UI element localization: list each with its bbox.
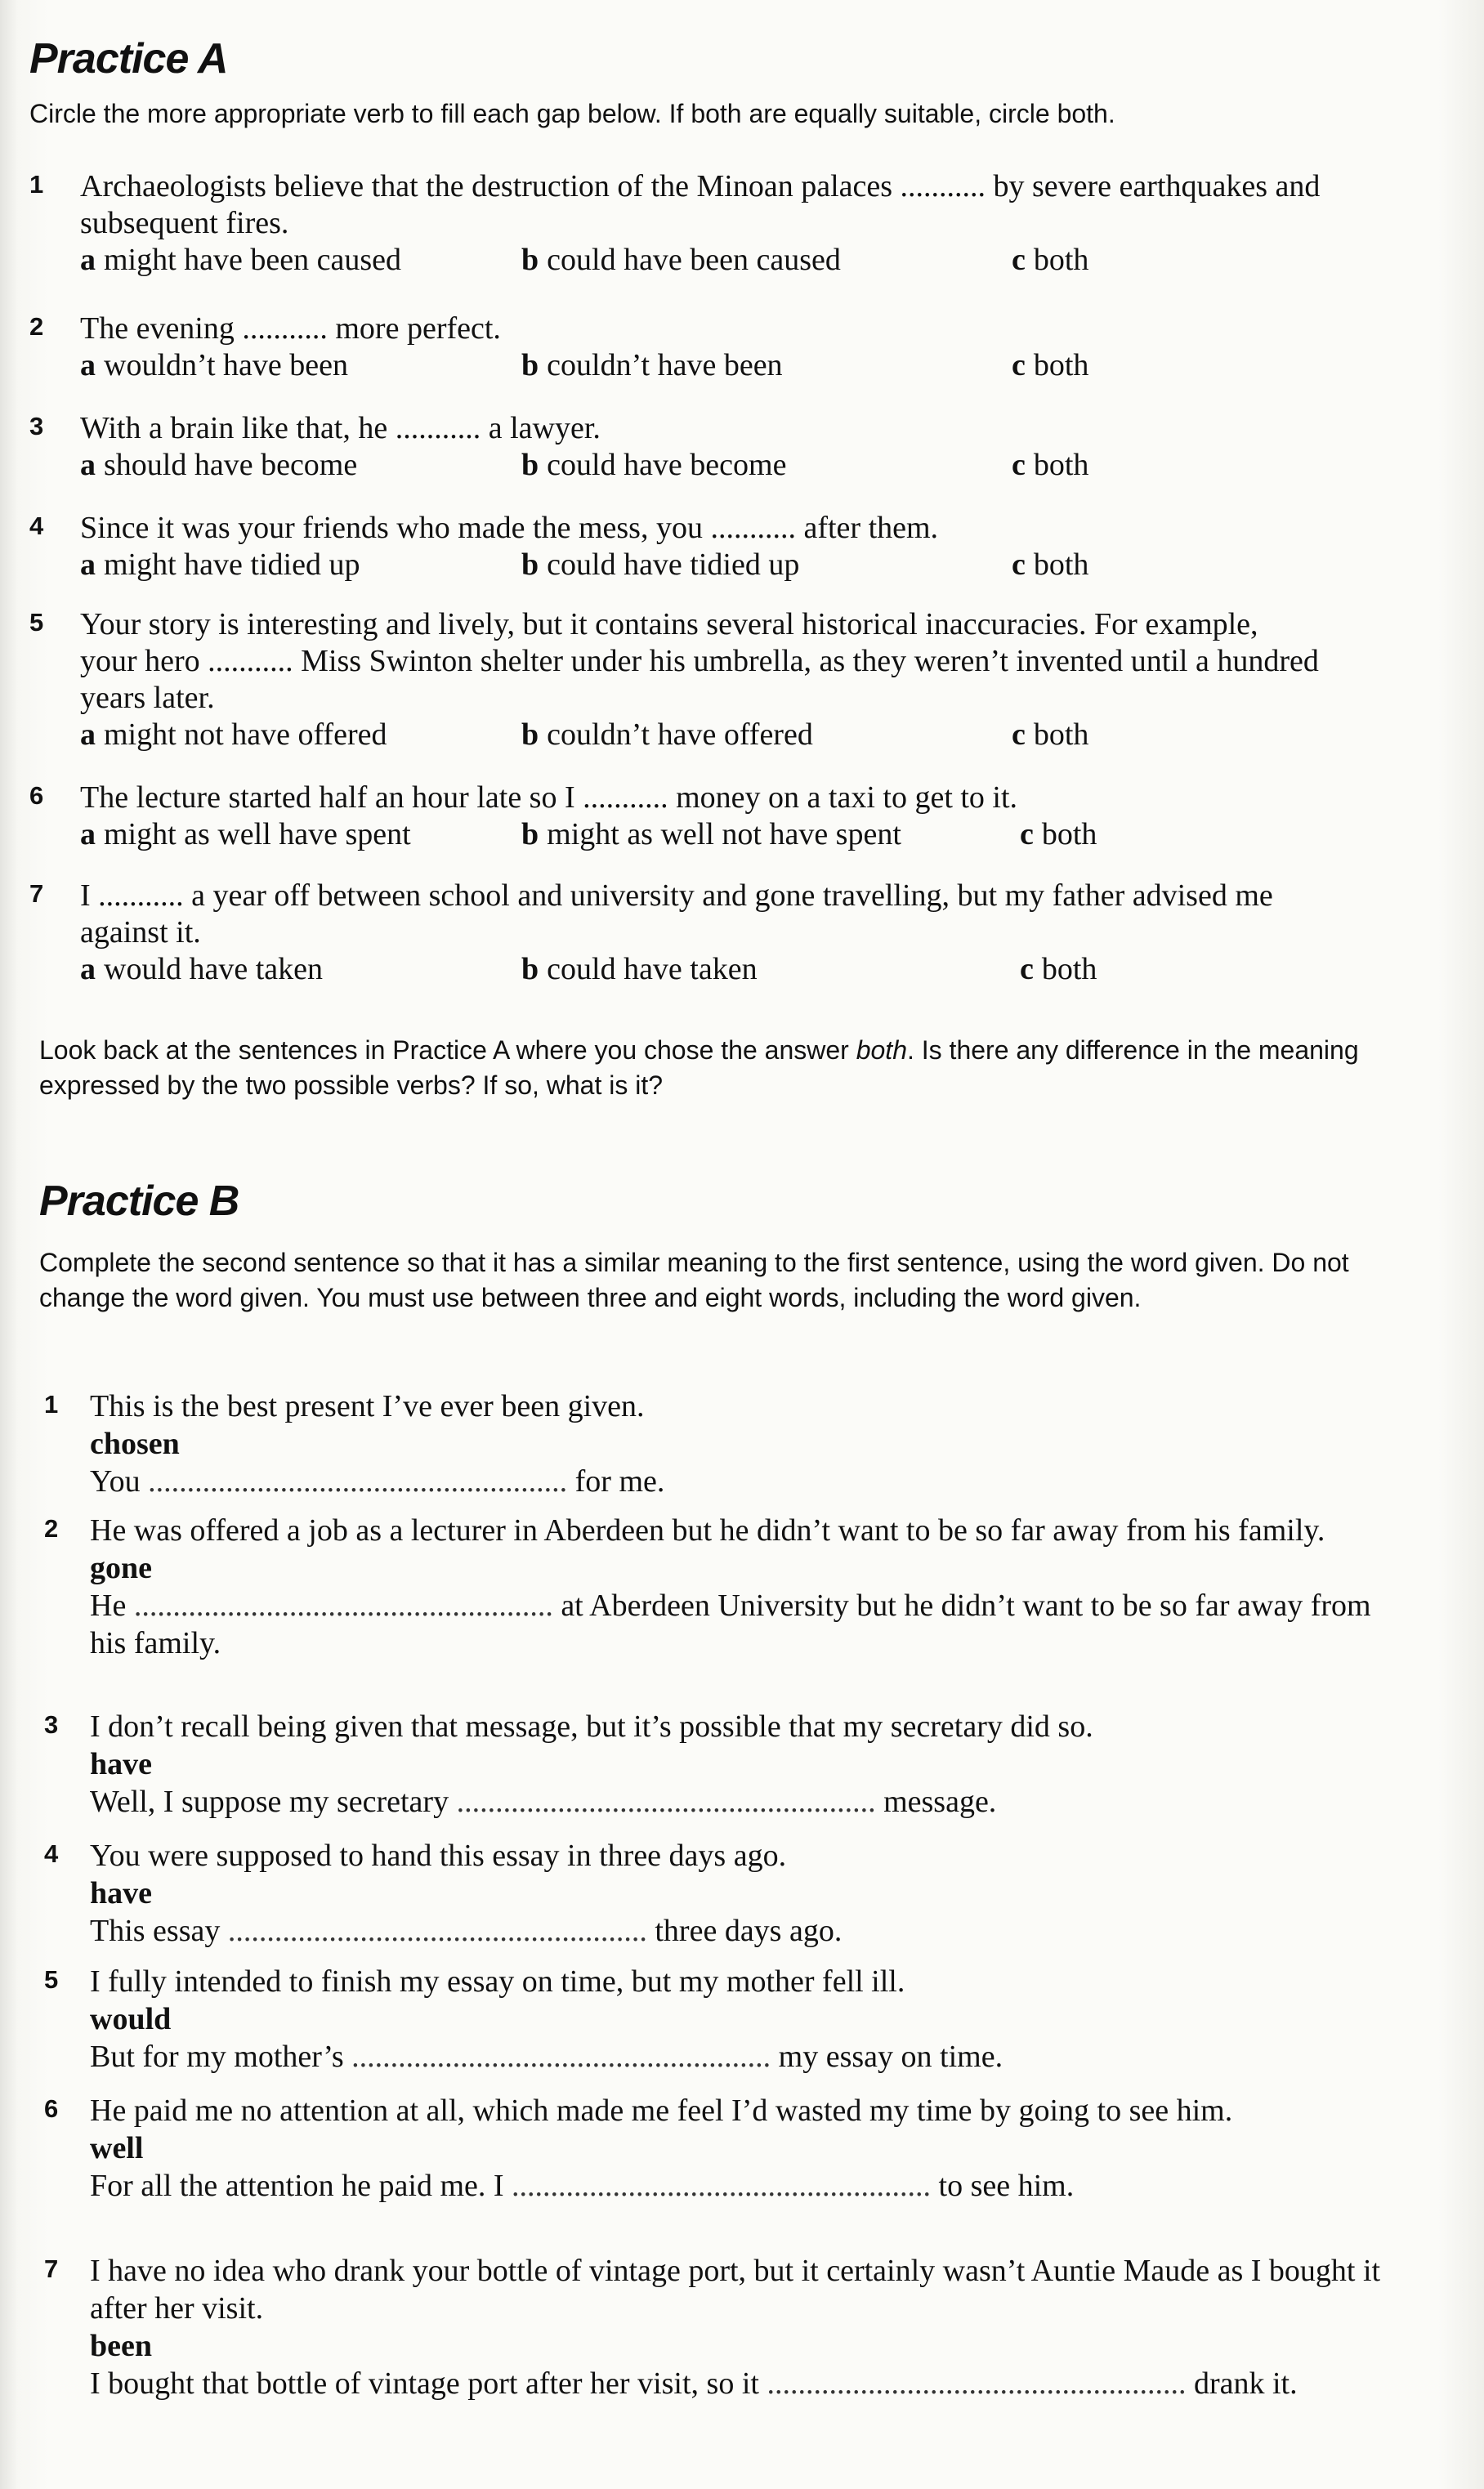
key-word: gone — [90, 1551, 152, 1585]
option-b[interactable]: b might as well not have spent — [521, 817, 901, 851]
question-number: 4 — [44, 1839, 59, 1868]
question-number: 3 — [44, 1710, 59, 1739]
option-c[interactable]: c both — [1012, 448, 1089, 482]
question-a-6 — [29, 780, 1370, 854]
option-c[interactable]: c both — [1012, 717, 1089, 752]
question-body — [90, 2092, 1381, 2205]
answer-options — [80, 816, 1370, 854]
answer-options — [80, 242, 1370, 279]
question-body — [90, 1837, 1384, 1950]
question-number: 7 — [29, 879, 44, 908]
answer-options — [80, 547, 1370, 584]
question-stem: I ........... a year off between school and university and gone travelling, but my father advised me against it. — [80, 878, 1273, 950]
question-a-5 — [29, 606, 1370, 754]
question-stem: Your story is interesting and lively, but it contains several historical inaccuracies. For example, your hero ........... Miss Swinton shelter under his umbrella, as they weren’t invented until a hundred years later. — [80, 607, 1319, 715]
question-stem: The lecture started half an hour late so I ........... money on a taxi to get to it. — [80, 780, 1018, 815]
question-b-3 — [44, 1708, 1384, 1821]
option-a[interactable]: a should have become — [80, 448, 358, 482]
option-c[interactable]: c both — [1012, 243, 1089, 277]
original-sentence: You were supposed to hand this essay in three days ago. — [90, 1839, 787, 1873]
option-b[interactable]: b couldn’t have been — [521, 348, 783, 382]
question-number: 6 — [44, 2094, 59, 2123]
option-b[interactable]: b couldn’t have offered — [521, 717, 813, 752]
key-word: have — [90, 1876, 152, 1910]
answer-options — [80, 717, 1370, 754]
question-b-5 — [44, 1963, 1384, 2076]
option-c[interactable]: c both — [1012, 547, 1089, 582]
question-b-1 — [44, 1387, 1384, 1500]
option-a[interactable]: a might have tidied up — [80, 547, 360, 582]
answer-gap[interactable]: ...................................................... — [351, 2040, 771, 2074]
question-b-6 — [44, 2092, 1384, 2205]
question-a-4 — [29, 510, 1370, 584]
answer-line: This essay ...................................................... three days ago. — [90, 1914, 843, 1948]
question-number: 1 — [44, 1390, 59, 1419]
answer-gap[interactable]: ...................................................... — [227, 1914, 647, 1948]
option-a[interactable]: a might as well have spent — [80, 817, 411, 851]
key-word: have — [90, 1747, 152, 1781]
answer-gap[interactable]: ...................................................... — [148, 1464, 568, 1499]
answer-line: You ...................................................... for me. — [90, 1464, 665, 1499]
key-word: would — [90, 2002, 172, 2036]
key-word: been — [90, 2329, 152, 2363]
option-b[interactable]: b could have become — [521, 448, 787, 482]
option-c[interactable]: c both — [1012, 348, 1089, 382]
option-c[interactable]: c both — [1020, 817, 1097, 851]
answer-line: For all the attention he paid me. I ...................................................... to see him. — [90, 2169, 1075, 2203]
original-sentence: This is the best present I’ve ever been given. — [90, 1389, 645, 1423]
question-number: 1 — [29, 170, 44, 199]
answer-options — [80, 951, 1370, 989]
option-a[interactable]: a might not have offered — [80, 717, 387, 752]
question-number: 5 — [44, 1965, 59, 1994]
option-c[interactable]: c both — [1020, 952, 1097, 986]
practice-a-instruction: Circle the more appropriate verb to fill each gap below. If both are equally suitable, circle both. — [29, 99, 1115, 128]
question-number: 7 — [44, 2254, 59, 2283]
question-body — [90, 1708, 1384, 1821]
question-stem: With a brain like that, he ........... a lawyer. — [80, 411, 601, 445]
question-number: 3 — [29, 412, 44, 440]
option-a[interactable]: a might have been caused — [80, 243, 402, 277]
question-a-7 — [29, 878, 1370, 989]
key-word: chosen — [90, 1427, 180, 1461]
question-b-7 — [44, 2252, 1384, 2402]
question-number: 4 — [29, 512, 44, 540]
question-b-4 — [44, 1837, 1384, 1950]
key-word: well — [90, 2131, 144, 2165]
answer-line: Well, I suppose my secretary ...................................................... message. — [90, 1785, 997, 1819]
answer-options — [80, 347, 1370, 385]
question-number: 6 — [29, 781, 44, 810]
original-sentence: I don’t recall being given that message, but it’s possible that my secretary did so. — [90, 1709, 1093, 1744]
practice-b-instruction: Complete the second sentence so that it has a similar meaning to the first sentence, using the word given. Do not change the word given. You must use between three and eight words, including the word given. — [39, 1248, 1349, 1312]
original-sentence: I fully intended to finish my essay on time, but my mother fell ill. — [90, 1964, 905, 1999]
option-b[interactable]: b could have taken — [521, 952, 758, 986]
question-stem: The evening ........... more perfect. — [80, 311, 501, 346]
question-number: 2 — [44, 1514, 59, 1543]
question-body — [90, 1387, 1384, 1500]
question-b-2 — [44, 1512, 1384, 1662]
answer-line: But for my mother’s ...................................................... my essay on time. — [90, 2040, 1003, 2074]
question-number: 2 — [29, 312, 44, 341]
answer-line: I bought that bottle of vintage port after her visit, so it ...................................................... drank it. — [90, 2366, 1298, 2401]
practice-b-heading: Practice B — [39, 1177, 239, 1225]
question-stem: Since it was your friends who made the mess, you ........... after them. — [80, 511, 939, 545]
original-sentence: I have no idea who drank your bottle of vintage port, but it certainly wasn’t Auntie Maude as I bought it after her visit. — [90, 2254, 1381, 2326]
question-body — [90, 2252, 1397, 2402]
answer-options — [80, 447, 1370, 485]
answer-line: He ...................................................... at Aberdeen University but he didn’t want to be so far away from his family. — [90, 1589, 1371, 1660]
answer-gap[interactable]: ...................................................... — [512, 2169, 932, 2203]
answer-gap[interactable]: ...................................................... — [456, 1785, 876, 1819]
option-a[interactable]: a would have taken — [80, 952, 324, 986]
question-body — [90, 1963, 1384, 2076]
original-sentence: He paid me no attention at all, which made me feel I’d wasted my time by going to see him. — [90, 2094, 1233, 2128]
question-body — [90, 1512, 1381, 1662]
option-a[interactable]: a wouldn’t have been — [80, 348, 348, 382]
original-sentence: He was offered a job as a lecturer in Aberdeen but he didn’t want to be so far away from his family. — [90, 1513, 1325, 1548]
question-stem: Archaeologists believe that the destruction of the Minoan palaces ........... by severe earthquakes and subsequent fires. — [80, 169, 1321, 240]
question-a-2 — [29, 311, 1370, 385]
option-b[interactable]: b could have tidied up — [521, 547, 800, 582]
option-b[interactable]: b could have been caused — [521, 243, 841, 277]
practice-a-heading: Practice A — [29, 35, 228, 83]
question-a-3 — [29, 410, 1370, 485]
answer-gap[interactable]: ...................................................... — [133, 1589, 553, 1623]
question-a-1 — [29, 168, 1370, 279]
practice-a-followup: Look back at the sentences in Practice A where you chose the answer both. Is there any difference in the meaning expressed by the two possible verbs? If so, what is it? — [39, 1035, 1359, 1100]
answer-gap[interactable]: ...................................................... — [767, 2366, 1187, 2401]
question-number: 5 — [29, 608, 44, 637]
